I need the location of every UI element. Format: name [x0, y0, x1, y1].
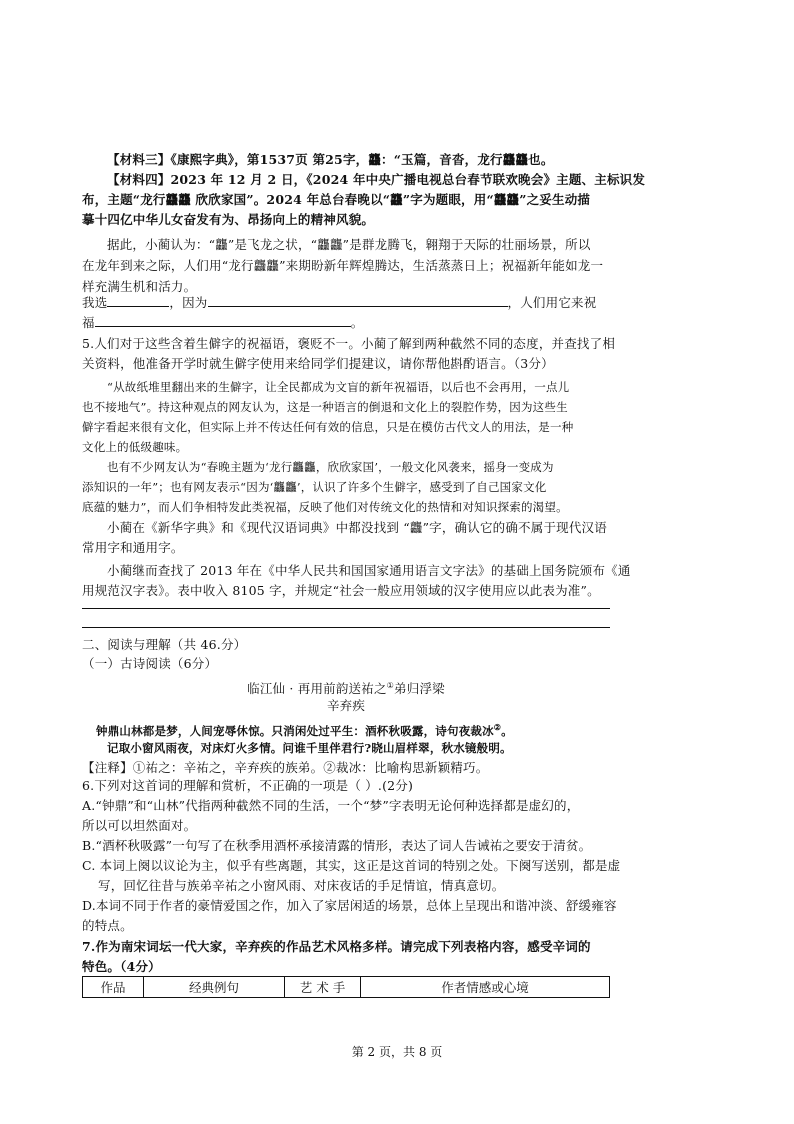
- view-1-line-2: 也不接地气”。持这种观点的网友认为，这是一种语言的倒退和文化上的裂腔作势，因为这些生: [82, 400, 568, 414]
- fill-blank-line-1: 我选 ，因为 ，人们用它来祝: [82, 292, 610, 313]
- answer-line-2[interactable]: [82, 627, 610, 628]
- finding-2-line-1: 小蔺继而查找了 2013 年在《中华人民共和国国家通用语言文字法》的基础上国务院颁布《通: [107, 563, 631, 578]
- view-2-line-3: 底蕴的魅力”，而人们争相特发此类祝福，反映了他们对传统文化的热情和对知识探索的渴望。: [82, 500, 568, 514]
- poem-notes: 【注释】①祐之：辛祐之，辛弃疾的族弟。②裁冰：比喻构思新颖精巧。: [82, 760, 489, 775]
- question-7-line-2: 特色。（4分）: [82, 959, 161, 974]
- answer-blank-reason[interactable]: [208, 292, 508, 307]
- question-6-option-a-1[interactable]: A.“钟鼎”和“山林”代指两种截然不同的生活，一个“梦”字表明无论何种选择都是虚幻的，: [82, 798, 580, 813]
- question-6-option-a-2: 所以可以坦然面对。: [82, 818, 197, 833]
- conclusion-line-2: 在龙年到来之际，人们用“龙行龘龘”来期盼新年辉煌腾达，生活蒸蒸日上；祝福新年能如龙一: [82, 258, 604, 273]
- question-6-stem: 6.下列对这首词的理解和赏析，不正确的一项是（ ）.(2分): [82, 778, 414, 793]
- view-1-line-4: 文化上的低级趣味。: [82, 440, 188, 454]
- material-3-text: 《康熙字典》，第1537页 第25字，龘：“玉篇，音沓，龙行龘龘也。: [170, 152, 554, 167]
- poem-author: 辛弃疾: [326, 698, 366, 713]
- material-4-line-1: 【材料四】2023 年 12 月 2 日，《2024 年中央广播电视总台春节联欢晚会》主题、主标识发: [107, 172, 646, 187]
- answer-blank-choice[interactable]: [107, 292, 169, 307]
- answer-line-1[interactable]: [82, 608, 610, 609]
- table-header-cell: 经典例句: [144, 977, 285, 998]
- finding-2-line-2: 用规范汉字表》。表中收入 8105 字，并规定“社会一般应用领域的汉字使用应以此表为准”。: [82, 583, 600, 598]
- material-4-line-3: 摹十四亿中华儿女奋发有为、昂扬向上的精神风貌。: [82, 212, 375, 227]
- question-6-option-d-1[interactable]: D.本词不同于作者的豪情爱国之作，加入了家居闲适的场景，总体上呈现出和谐冲淡、舒缓雍容: [82, 898, 617, 913]
- section-2-title: 二、阅读与理解（共 46.分）: [82, 637, 247, 652]
- material-3-tag: 【材料三】: [107, 152, 171, 167]
- conclusion-line-3: 样充满生机和活力。: [82, 279, 197, 294]
- section-2-sub: （一）古诗阅读（6分）: [82, 656, 218, 671]
- question-6-option-b[interactable]: B.“酒杯秋吸露”一句写了在秋季用酒杯承接清露的情形，表达了词人告诫祐之要安于清贫。: [82, 838, 592, 853]
- view-2-line-2: 添知识的一年”；也有网友表示“因为‘龘龘’，认识了许多个生僻字，感受到了自己国家文化: [82, 480, 547, 494]
- table-header-row: [83, 977, 610, 998]
- poem-line-1: 钟鼎山林都是梦，人间宠辱休惊。只消闲处过平生：酒杯秋吸露，诗句夜裁冰②。: [96, 722, 513, 738]
- poem-line-2: 记取小窗风雨夜，对床灯火多情。问谁千里伴君行?晓山眉样翠，秋水镜般明。: [107, 741, 512, 755]
- answer-blank-blessing[interactable]: [95, 312, 351, 327]
- question-6-option-d-2: 的特点。: [82, 918, 133, 933]
- view-1-line-1: “从故纸堆里翻出来的生僻字，让全民都成为文盲的新年祝福语，以后也不会再用，一点儿: [107, 380, 570, 394]
- conclusion-line-1: 据此，小蔺认为：“龘”是飞龙之状，“龘龘”是群龙腾飞，翱翔于天际的壮丽场景，所以: [107, 237, 591, 252]
- art-style-table: [82, 976, 610, 998]
- question-6-option-c-2: 写，回忆往昔与族弟辛祐之小窗风雨、对床夜话的手足情谊，情真意切。: [98, 878, 505, 893]
- question-5-line-2: 关资料，他准备开学时就生僻字使用来给同学们提建议，请你帮他斟酌语言。（3分）: [82, 356, 554, 371]
- poem-title: 临江仙 · 再用前韵送祐之①弟归浮梁: [247, 681, 445, 697]
- question-5-line-1: 5.人们对于这些含着生僻字的祝福语，褒贬不一。小蔺了解到两种截然不同的态度，并查找了相: [82, 336, 616, 351]
- material-4-line-2: 布，主题“龙行龘龘 欣欣家国”。2024 年总台春晚以“龘”字为题眼，用“龘龘”之妥生动描: [82, 192, 591, 207]
- material-4-tag: 【材料四】: [107, 172, 171, 187]
- question-6-option-c-1[interactable]: C. 本词上阕以议论为主，似乎有些离题，其实，这正是这首词的特别之处。下阕写送别，都是虚: [82, 858, 621, 873]
- page-footer: 第 2 页，共 8 页: [351, 1045, 443, 1059]
- material-3: [82, 150, 610, 170]
- view-2-line-1: 也有不少网友认为“春晚主题为‘龙行龘龘，欣欣家国’，一般文化风袭来，摇身一变成为: [107, 460, 554, 474]
- fill-blank-line-2: 福 。: [82, 312, 610, 333]
- view-1-line-3: 僻字看起来很有文化，但实际上并不传达任何有效的信息，只是在模仿古代文人的用法，是一种: [82, 420, 574, 434]
- table-header-cell: 艺 术 手: [285, 977, 361, 998]
- question-7-line-1: 7.作为南宋词坛一代大家，辛弃疾的作品艺术风格多样。请完成下列表格内容，感受辛词的: [82, 939, 591, 954]
- table-header-cell: 作品: [83, 977, 144, 998]
- table-header-cell: 作者情感或心境: [361, 977, 610, 998]
- finding-1-line-1: 小蔺在《新华字典》和《现代汉语词典》中都没找到 “龘”字，确认它的确不属于现代汉语: [107, 520, 607, 535]
- finding-1-line-2: 常用字和通用字。: [82, 540, 184, 555]
